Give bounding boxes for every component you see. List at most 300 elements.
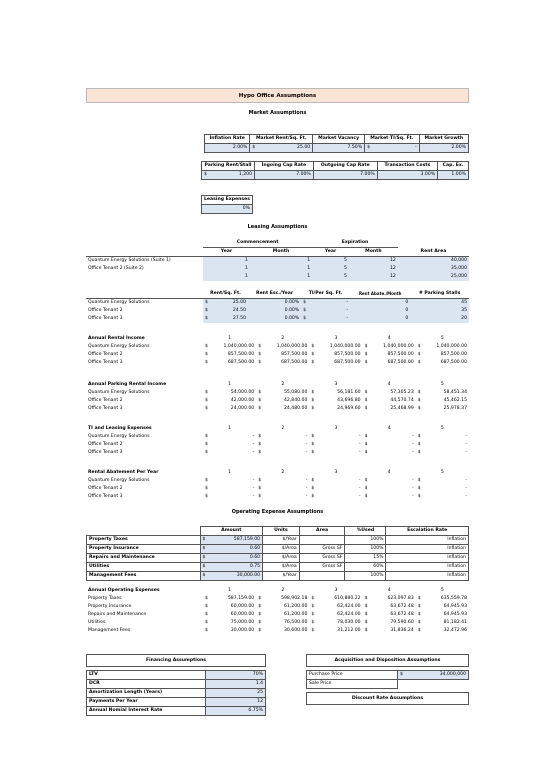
value-cell[interactable]: $ 42,840.00 xyxy=(258,398,308,403)
value-cell[interactable]: $ - xyxy=(417,434,467,439)
ingoing-cap-cell[interactable]: 7.00% xyxy=(255,171,314,180)
value-cell[interactable]: $ - xyxy=(311,486,361,491)
table-row xyxy=(86,257,469,266)
value-cell[interactable]: $ 610,880.22 xyxy=(311,596,361,601)
row-label: Office Tenant 3 xyxy=(88,494,123,499)
market-header: Market Rent/Sq. Ft. xyxy=(250,135,313,144)
col-header: Area xyxy=(299,527,345,536)
value-cell[interactable]: $ - xyxy=(258,478,308,483)
value-cell[interactable]: $ 60,000.00 xyxy=(205,604,255,609)
col-month: Month xyxy=(365,249,382,254)
row-label: Payments Per Year xyxy=(87,698,206,707)
row-label: Sale Price xyxy=(307,680,398,689)
value-cell[interactable]: $ 587,159.00 xyxy=(205,596,255,601)
col-header: TI/Per Sq. Ft. xyxy=(308,291,343,296)
schedule-table xyxy=(86,469,469,501)
amortization-cell[interactable]: 25 xyxy=(206,689,266,698)
col-header: Amount xyxy=(200,527,263,536)
year-header: 1 xyxy=(228,426,232,431)
value-cell[interactable]: $ 81,182.41 xyxy=(417,620,467,625)
value-cell[interactable]: $ 857,500.00 xyxy=(364,352,414,357)
table-row: Management Fees $ 30,000.00 $/Year 100% Inflation xyxy=(87,572,469,581)
cell[interactable]: 15% xyxy=(345,554,386,563)
row-label: Property Taxes xyxy=(87,536,201,545)
value-cell[interactable]: $ 30,600.00 xyxy=(258,628,308,633)
table-row xyxy=(86,611,469,619)
row-label: Repairs and Maintenance xyxy=(88,612,147,617)
payments-cell[interactable]: 12 xyxy=(206,698,266,707)
ltv-cell[interactable]: 70% xyxy=(206,671,266,680)
table-row: Utilities $ 0.75 $/Area Gross SF 60% Inflation xyxy=(87,563,469,572)
market-table: Inflation Rate Market Rent/Sq. Ft. Market Vacancy Market TI/Sq. Ft. Market Growth 2.00% $ 25.00 7.50% $ - 2.00% xyxy=(204,134,469,153)
value-cell[interactable]: $ 623,097.83 xyxy=(364,596,414,601)
value-cell[interactable]: $ 857,500.00 xyxy=(417,352,467,357)
table-row xyxy=(86,493,469,501)
value-cell[interactable]: $ - xyxy=(311,494,361,499)
cell[interactable]: 0.60 xyxy=(249,555,261,560)
value-cell[interactable]: $ - xyxy=(205,478,255,483)
row-label: Utilities xyxy=(87,563,201,572)
table-row xyxy=(86,351,469,359)
table-row xyxy=(86,405,469,413)
row-label: Quantum Energy Solutions xyxy=(88,390,150,395)
acquisition-heading: Acquisition and Disposition Assumptions xyxy=(307,655,469,667)
year-header: 4 xyxy=(387,382,391,387)
value-cell[interactable]: $ 687,500.00 xyxy=(205,360,255,365)
row-label: Office Tenant 2 xyxy=(88,486,123,491)
market-heading: Market Assumptions xyxy=(248,110,307,116)
table-row: Property Insurance $ 0.60 $/Area Gross SF 100% Inflation xyxy=(87,545,469,554)
value-cell[interactable]: $ 62,424.00 xyxy=(311,612,361,617)
row-label: Annual Nomial Interest Rate xyxy=(87,707,206,716)
leasing-expenses-table xyxy=(201,195,253,214)
year-header: 2 xyxy=(281,426,285,431)
table-row xyxy=(86,627,469,635)
cell[interactable]: 100% xyxy=(345,545,386,554)
tenant-name: Quantum Energy Solutions xyxy=(88,300,150,305)
value-cell[interactable]: $ 61,200.00 xyxy=(258,604,308,609)
parking-rent-cell[interactable]: 1,200 xyxy=(238,172,252,177)
table-row: Property Taxes $ 587,159.00 $/Year 100% Inflation xyxy=(87,536,469,545)
table-row xyxy=(86,441,469,449)
cell[interactable]: 20 xyxy=(410,315,469,323)
cell[interactable]: - xyxy=(346,316,349,321)
cell[interactable]: 100% xyxy=(345,536,386,545)
cell[interactable]: 0.60 xyxy=(249,546,261,551)
value-cell[interactable]: $ - xyxy=(311,478,361,483)
schedule-title: Annual Operating Expenses xyxy=(88,588,160,593)
year-header: 3 xyxy=(334,470,338,475)
col-rent-area: Rent Area xyxy=(420,248,447,254)
cell[interactable]: Gross SF xyxy=(299,563,345,572)
table-row xyxy=(86,595,469,603)
col-year: Year xyxy=(220,249,233,254)
row-label: Office Tenant 3 xyxy=(88,450,123,455)
value-cell[interactable]: $ - xyxy=(258,442,308,447)
cell[interactable]: 27.50 xyxy=(232,316,247,321)
cell[interactable]: 60% xyxy=(345,563,386,572)
row-label: Quantum Energy Solutions xyxy=(88,478,150,483)
table-row xyxy=(86,603,469,611)
value-cell[interactable]: $ 687,500.00 xyxy=(417,360,467,365)
value-cell[interactable]: $ 1,040,000.00 xyxy=(311,344,361,349)
cell[interactable]: - xyxy=(346,308,349,313)
value-cell[interactable]: $ 60,000.00 xyxy=(205,612,255,617)
cell[interactable] xyxy=(299,572,345,581)
year-header: 5 xyxy=(440,382,444,387)
cell[interactable]: 1 xyxy=(203,273,250,281)
market-header: Cap. Ex. xyxy=(438,162,469,171)
tenant-name: Quantum Energy Solutions (Suite 1) xyxy=(88,258,171,263)
row-label: Office Tenant 2 xyxy=(88,398,123,403)
schedule-table xyxy=(86,381,469,413)
row-label: Management Fees xyxy=(87,572,201,581)
value-cell[interactable]: $ 76,500.00 xyxy=(258,620,308,625)
value-cell[interactable]: $ 78,030.00 xyxy=(311,620,361,625)
value-cell[interactable]: $ 31,836.24 xyxy=(364,628,414,633)
row-label: Office Tenant 3 xyxy=(88,406,123,411)
cell[interactable]: 12 xyxy=(349,257,398,266)
dcr-cell[interactable]: 1.4 xyxy=(206,680,266,689)
leasing-expenses-cell[interactable]: 0% xyxy=(202,205,253,214)
year-header: 4 xyxy=(387,336,391,341)
opex-heading: Operating Expense Assumptions xyxy=(231,509,324,515)
market-header: Outgoing Cap Rate xyxy=(313,162,377,171)
market-header: Inflation Rate xyxy=(205,135,250,144)
cell[interactable]: 35,000 xyxy=(398,265,469,273)
col-header: %Used xyxy=(345,527,386,536)
value-cell[interactable]: $ 56,181.60 xyxy=(311,390,361,395)
value-cell[interactable]: $ 44,570.74 xyxy=(364,398,414,403)
year-header: 2 xyxy=(281,470,285,475)
value-cell[interactable]: $ 75,000.00 xyxy=(205,620,255,625)
financing-heading: Financing Assumptions xyxy=(87,655,266,667)
cell[interactable]: Inflation xyxy=(386,536,469,545)
cell[interactable]: 0 xyxy=(350,299,410,308)
tenant-name xyxy=(86,273,203,281)
col-header: Escalation Rate xyxy=(386,527,469,536)
value-cell[interactable]: $ 687,500.00 xyxy=(258,360,308,365)
schedule-title: Annual Rental Income xyxy=(88,336,145,341)
year-header: 5 xyxy=(440,470,444,475)
table-row xyxy=(86,273,469,281)
commencement-header: Commencement xyxy=(203,239,312,248)
value-cell[interactable]: $ 1,040,000.00 xyxy=(258,344,308,349)
cell[interactable]: $/Area xyxy=(263,554,300,563)
year-header: 4 xyxy=(387,426,391,431)
cell[interactable]: Inflation xyxy=(386,545,469,554)
value-cell[interactable]: $ - xyxy=(364,478,414,483)
acquisition-table xyxy=(306,654,469,689)
year-header: 5 xyxy=(440,336,444,341)
schedule-table xyxy=(86,587,469,635)
market-growth-cell[interactable]: 2.00% xyxy=(419,144,468,153)
year-header: 4 xyxy=(387,588,391,593)
row-label: DCR xyxy=(87,680,206,689)
cell[interactable]: 24.50 xyxy=(232,308,247,313)
market-header: Market Growth xyxy=(419,135,468,144)
cell[interactable]: $/Area xyxy=(263,545,300,554)
value-cell[interactable]: $ 687,500.00 xyxy=(311,360,361,365)
value-cell[interactable]: $ 857,500.00 xyxy=(205,352,255,357)
value-cell[interactable]: $ 64,945.93 xyxy=(417,612,467,617)
value-cell[interactable]: $ - xyxy=(311,434,361,439)
cell[interactable]: 0 xyxy=(350,315,410,323)
table-row: Purchase Price $ 34,000,000 xyxy=(307,671,469,680)
value-cell[interactable]: $ 857,500.00 xyxy=(311,352,361,357)
schedule-table xyxy=(86,425,469,457)
market-header: Market Vacancy xyxy=(313,135,365,144)
schedule-title: Annual Parking Rental Income xyxy=(88,382,167,387)
year-header: 1 xyxy=(228,470,232,475)
cell[interactable]: $/Year xyxy=(263,536,300,545)
outgoing-cap-cell[interactable]: 7.00% xyxy=(313,171,377,180)
schedule-title: Rental Abatement Per Year xyxy=(88,470,159,475)
market-header: Market TI/Sq. Ft. xyxy=(365,135,420,144)
table-row xyxy=(86,449,469,457)
col-header: Rent/Sq. Ft. xyxy=(210,291,241,296)
cell[interactable] xyxy=(299,536,345,545)
cell[interactable]: 25.00 xyxy=(232,300,247,305)
table-row xyxy=(86,485,469,493)
table-row xyxy=(86,389,469,397)
value-cell[interactable]: $ - xyxy=(258,434,308,439)
table-row xyxy=(87,707,266,716)
capex-cell[interactable]: 1.00% xyxy=(438,171,469,180)
col-header: Units xyxy=(263,527,300,536)
market-ti-cell[interactable]: - xyxy=(414,145,417,150)
table-row xyxy=(86,433,469,441)
value-cell[interactable]: $ - xyxy=(205,450,255,455)
table-row xyxy=(86,359,469,367)
value-cell[interactable]: $ 32,472.96 xyxy=(417,628,467,633)
value-cell[interactable]: $ 24,480.00 xyxy=(258,406,308,411)
table-row xyxy=(86,397,469,405)
cell[interactable]: 0.00% xyxy=(248,299,301,308)
value-cell[interactable]: $ 54,000.00 xyxy=(205,390,255,395)
year-header: 1 xyxy=(228,382,232,387)
tenant-name: Office Tenant 3 xyxy=(88,316,123,321)
value-cell[interactable]: $ - xyxy=(364,434,414,439)
value-cell[interactable]: $ - xyxy=(205,442,255,447)
cell[interactable]: 5 xyxy=(312,273,349,281)
cell[interactable]: Inflation xyxy=(386,572,469,581)
row-label: Office Tenant 3 xyxy=(88,360,123,365)
year-header: 3 xyxy=(334,588,338,593)
value-cell[interactable]: $ 25,468.99 xyxy=(364,406,414,411)
row-label: Quantum Energy Solutions xyxy=(88,434,150,439)
row-label: Office Tenant 2 xyxy=(88,442,123,447)
purchase-price-cell[interactable]: 34,000,000 xyxy=(439,672,466,677)
year-header: 2 xyxy=(281,336,285,341)
table-row xyxy=(86,343,469,351)
value-cell[interactable]: $ 687,500.00 xyxy=(364,360,414,365)
value-cell[interactable]: $ 857,500.00 xyxy=(258,352,308,357)
cell[interactable]: Gross SF xyxy=(299,554,345,563)
value-cell[interactable]: $ 45,462.15 xyxy=(417,398,467,403)
row-label: Office Tenant 2 xyxy=(88,352,123,357)
table-row xyxy=(86,265,469,273)
cell[interactable]: 0.75 xyxy=(249,564,261,569)
market-header: Parking Rent/Stall xyxy=(202,162,255,171)
market-rent-cell[interactable]: 25.00 xyxy=(297,145,311,150)
table-row: Quantum Energy Solutions $ 25.00 0.00% $ - 0 45 xyxy=(88,300,467,305)
cell[interactable]: 100% xyxy=(345,572,386,581)
value-cell[interactable]: $ 24,969.60 xyxy=(311,406,361,411)
value-cell[interactable]: $ 79,590.60 xyxy=(364,620,414,625)
opex-table xyxy=(86,526,469,581)
cell[interactable]: $/Area xyxy=(263,563,300,572)
cell[interactable]: - xyxy=(346,300,349,305)
value-cell[interactable]: $ - xyxy=(417,494,467,499)
row-label: Amortization Length (Years) xyxy=(87,689,206,698)
value-cell[interactable]: $ - xyxy=(311,442,361,447)
value-cell[interactable]: $ 43,696.80 xyxy=(311,398,361,403)
page-title: Hypo Office Assumptions xyxy=(86,88,469,103)
discount-heading: Discount Rate Assumptions xyxy=(307,693,469,705)
cell[interactable]: 1 xyxy=(203,257,250,266)
financing-table xyxy=(86,654,266,716)
col-month: Month xyxy=(272,249,290,254)
value-cell[interactable]: $ 57,305.23 xyxy=(364,390,414,395)
row-label: Purchase Price xyxy=(307,671,398,680)
inflation-rate-cell[interactable]: 2.00% xyxy=(205,144,250,153)
cell[interactable]: 0.00% xyxy=(248,307,301,315)
year-header: 1 xyxy=(228,336,232,341)
leasing-heading: Leasing Assumptions xyxy=(247,224,308,230)
value-cell[interactable]: $ 30,000.00 xyxy=(205,628,255,633)
table-row xyxy=(87,680,266,689)
cell[interactable]: Inflation xyxy=(386,563,469,572)
row-label: Quantum Energy Solutions xyxy=(88,344,150,349)
cell[interactable]: 5 xyxy=(312,257,349,266)
expiration-header: Expiration xyxy=(312,239,398,248)
discount-rate-table xyxy=(306,692,469,705)
year-header: 3 xyxy=(334,382,338,387)
year-header: 3 xyxy=(334,336,338,341)
cell[interactable]: 45 xyxy=(410,299,469,308)
value-cell[interactable]: $ 635,559.78 xyxy=(417,596,467,601)
col-header: Rent Abate./Month xyxy=(358,291,402,296)
value-cell[interactable]: $ - xyxy=(364,486,414,491)
value-cell[interactable]: $ 25,978.37 xyxy=(417,406,467,411)
value-cell[interactable]: $ - xyxy=(417,442,467,447)
value-cell[interactable]: $ - xyxy=(417,486,467,491)
leasing-expenses-label: Leasing Expenses xyxy=(202,196,253,205)
row-label: Property Taxes xyxy=(88,596,122,601)
table-row xyxy=(87,689,266,698)
value-cell[interactable]: $ 598,902.18 xyxy=(258,596,308,601)
cell[interactable]: 1 xyxy=(250,273,312,281)
leasing-table xyxy=(86,239,469,281)
tenant-name: Office Tenant 2 (Suite 2) xyxy=(88,266,144,271)
table-row xyxy=(86,477,469,485)
row-label: LTV xyxy=(87,671,206,680)
value-cell[interactable]: $ - xyxy=(205,494,255,499)
year-header: 4 xyxy=(387,470,391,475)
cell[interactable]: 12 xyxy=(349,273,398,281)
table-row xyxy=(307,680,469,689)
cell[interactable]: 35 xyxy=(410,307,469,315)
value-cell[interactable]: $ - xyxy=(205,434,255,439)
tenant-name: Office Tenant 2 xyxy=(88,308,123,313)
table-row: Repairs and Maintenance $ 0.60 $/Area Gross SF 15% Inflation xyxy=(87,554,469,563)
value-cell[interactable]: $ - xyxy=(258,450,308,455)
value-cell[interactable]: $ 1,040,000.00 xyxy=(205,344,255,349)
cell[interactable]: 1 xyxy=(250,257,312,266)
value-cell[interactable]: $ - xyxy=(311,450,361,455)
value-cell[interactable]: $ 1,040,000.00 xyxy=(417,344,467,349)
value-cell[interactable]: $ - xyxy=(364,450,414,455)
transaction-costs-cell[interactable]: 3.00% xyxy=(377,171,437,180)
value-cell[interactable]: $ 24,000.00 xyxy=(205,406,255,411)
table-row xyxy=(87,698,266,707)
value-cell[interactable]: $ 42,000.00 xyxy=(205,398,255,403)
value-cell[interactable]: $ 62,424.00 xyxy=(311,604,361,609)
year-header: 1 xyxy=(228,588,232,593)
row-label: Repairs and Maintenance xyxy=(87,554,201,563)
col-header: # Parking Stalls xyxy=(418,291,461,296)
value-cell[interactable]: $ - xyxy=(364,494,414,499)
cell[interactable]: Inflation xyxy=(386,554,469,563)
cell[interactable]: Gross SF xyxy=(299,545,345,554)
table-row: Office Tenant 3 $ 27.50 0.00% $ - 0 20 xyxy=(88,316,467,321)
value-cell[interactable]: $ - xyxy=(258,486,308,491)
market-table-2: Parking Rent/Stall Ingoing Cap Rate Outgoing Cap Rate Transaction Costs Cap. Ex. $ 1,200 7.00% 7.00% 3.00% 1.00% xyxy=(201,161,469,180)
table-row xyxy=(86,619,469,627)
value-cell[interactable]: $ - xyxy=(258,494,308,499)
value-cell[interactable]: $ 1,040,000.00 xyxy=(364,344,414,349)
row-label: Utilities xyxy=(88,620,106,625)
interest-rate-cell[interactable]: 6.75% xyxy=(206,707,266,716)
value-cell[interactable]: $ 58,451.34 xyxy=(417,390,467,395)
table-row xyxy=(87,671,266,680)
schedule-title: TI and Leasing Expenses xyxy=(88,426,152,431)
value-cell[interactable]: $ 63,672.48 xyxy=(364,604,414,609)
cell[interactable]: 25,000 xyxy=(398,273,469,281)
cell[interactable]: 0.00% xyxy=(248,315,301,323)
cell[interactable]: 30,000.00 xyxy=(236,573,261,578)
value-cell[interactable]: $ 64,945.93 xyxy=(417,604,467,609)
cell[interactable]: 40,000 xyxy=(398,257,469,266)
value-cell[interactable]: $ - xyxy=(417,478,467,483)
market-header: Ingoing Cap Rate xyxy=(255,162,314,171)
value-cell[interactable]: $ - xyxy=(417,450,467,455)
value-cell[interactable]: $ - xyxy=(364,442,414,447)
cell[interactable]: 5 xyxy=(312,265,349,273)
market-header: Transaction Costs xyxy=(377,162,437,171)
row-label: Property Insurance xyxy=(87,545,201,554)
year-header: 2 xyxy=(281,588,285,593)
value-cell[interactable]: $ 31,212.00 xyxy=(311,628,361,633)
value-cell[interactable]: $ 55,080.00 xyxy=(258,390,308,395)
value-cell[interactable]: $ 61,200.00 xyxy=(258,612,308,617)
market-vacancy-cell[interactable]: 7.50% xyxy=(313,144,365,153)
year-header: 5 xyxy=(440,426,444,431)
cell[interactable]: $/Year xyxy=(263,572,300,581)
cell[interactable]: 587,159.00 xyxy=(233,537,261,542)
col-header: Rent Esc./Year xyxy=(256,291,294,296)
cell[interactable]: 1 xyxy=(203,265,250,273)
year-header: 3 xyxy=(334,426,338,431)
cell[interactable]: 12 xyxy=(349,265,398,273)
cell[interactable]: 0 xyxy=(350,307,410,315)
value-cell[interactable]: $ 63,672.48 xyxy=(364,612,414,617)
row-label: Management Fees xyxy=(88,628,131,633)
cell[interactable]: 1 xyxy=(250,265,312,273)
year-header: 2 xyxy=(281,382,285,387)
value-cell[interactable]: $ - xyxy=(205,486,255,491)
